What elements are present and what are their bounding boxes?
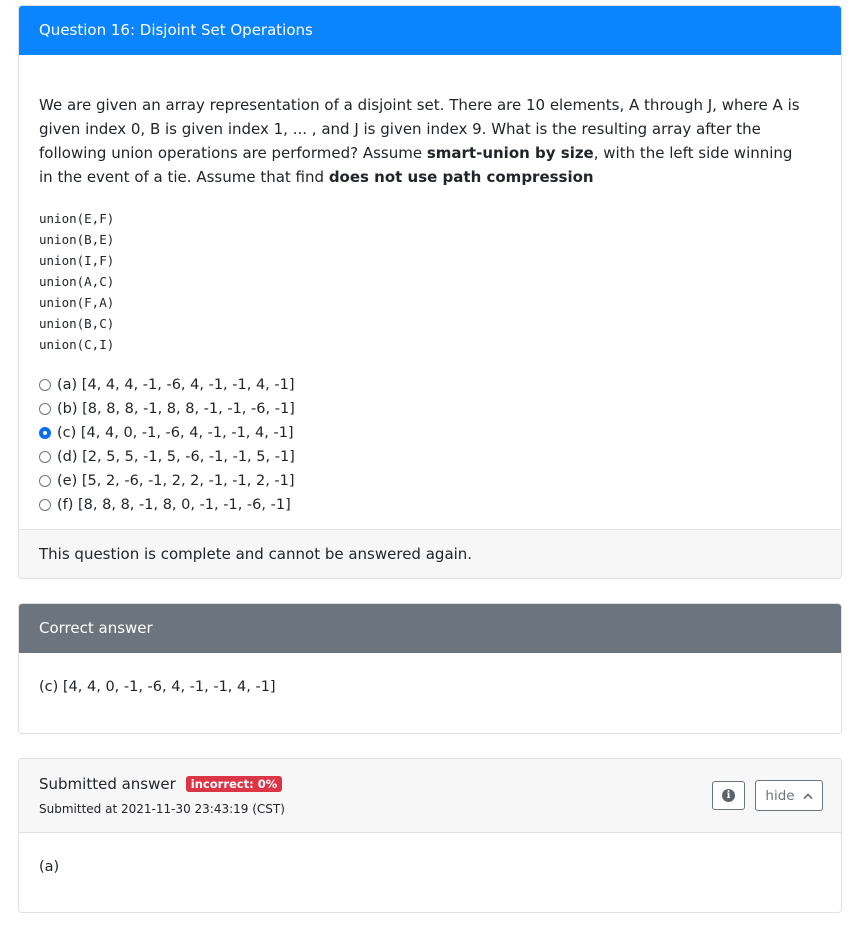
score-badge: incorrect: 0% xyxy=(186,776,282,792)
union-operations-code xyxy=(39,208,821,355)
option-a[interactable] xyxy=(39,373,821,397)
question-text-part1: We are given an array representation of a disjoint set. There are 10 elements, A through J, where A is given index 0, B is given index 1, ... , and J is given index 9. What is the resulting array after the following union operations are performed? Assume xyxy=(39,96,800,162)
question-text-bold-path-compression: does not use path compression xyxy=(328,168,594,186)
question-status-footer: This question is complete and cannot be answered again. xyxy=(19,529,841,578)
answer-options xyxy=(39,373,821,517)
correct-answer-title: Correct answer xyxy=(19,604,841,653)
code-line: union(F,A) xyxy=(39,295,115,310)
option-f[interactable] xyxy=(39,493,821,517)
info-button[interactable] xyxy=(712,781,745,810)
submission-timestamp: Submitted at 2021-11-30 23:43:19 (CST) xyxy=(39,802,285,816)
option-b[interactable] xyxy=(39,397,821,421)
option-label: (a) [4, 4, 4, -1, -6, 4, -1, -1, 4, -1] xyxy=(57,377,295,393)
code-line: union(E,F) xyxy=(39,211,115,226)
radio-checked-icon[interactable] xyxy=(39,427,51,439)
code-line: union(B,E) xyxy=(39,232,115,247)
question-text xyxy=(39,93,809,189)
code-line: union(A,C) xyxy=(39,274,115,289)
option-label: (b) [8, 8, 8, -1, 8, 8, -1, -1, -6, -1] xyxy=(57,401,295,417)
code-line: union(I,F) xyxy=(39,253,115,268)
question-text-part2: , with the left side winning in the event of a tie. Assume that find xyxy=(39,144,793,186)
radio-icon[interactable] xyxy=(39,451,51,463)
question-card xyxy=(18,5,842,579)
radio-icon[interactable] xyxy=(39,403,51,415)
correct-answer-card xyxy=(18,603,842,734)
correct-answer-body xyxy=(19,653,841,699)
submitted-answer-body xyxy=(19,833,841,879)
hide-button[interactable] xyxy=(755,780,823,811)
question-body xyxy=(19,93,841,517)
question-text-bold-smart-union: smart-union by size xyxy=(426,144,594,162)
submitted-answer-card xyxy=(18,758,842,913)
submitted-answer-title-row xyxy=(39,773,282,795)
radio-icon[interactable] xyxy=(39,379,51,391)
submitted-answer-value: (a) xyxy=(39,859,60,875)
info-icon: i xyxy=(722,789,735,802)
chevron-up-icon xyxy=(803,792,813,800)
option-label: (d) [2, 5, 5, -1, 5, -6, -1, -1, 5, -1] xyxy=(57,449,295,465)
hide-button-label: hide xyxy=(765,787,795,804)
option-d[interactable] xyxy=(39,445,821,469)
option-e[interactable] xyxy=(39,469,821,493)
radio-icon[interactable] xyxy=(39,475,51,487)
question-title: Question 16: Disjoint Set Operations xyxy=(19,6,841,55)
code-line: union(C,I) xyxy=(39,337,115,352)
submitted-answer-header xyxy=(19,759,841,833)
correct-answer-value: (c) [4, 4, 0, -1, -6, 4, -1, -1, 4, -1] xyxy=(39,679,276,695)
submitted-answer-title: Submitted answer xyxy=(39,775,176,793)
option-label: (c) [4, 4, 0, -1, -6, 4, -1, -1, 4, -1] xyxy=(57,425,294,441)
option-label: (f) [8, 8, 8, -1, 8, 0, -1, -1, -6, -1] xyxy=(57,497,291,513)
option-c[interactable] xyxy=(39,421,821,445)
option-label: (e) [5, 2, -6, -1, 2, 2, -1, -1, 2, -1] xyxy=(57,473,295,489)
code-line: union(B,C) xyxy=(39,316,115,331)
radio-icon[interactable] xyxy=(39,499,51,511)
